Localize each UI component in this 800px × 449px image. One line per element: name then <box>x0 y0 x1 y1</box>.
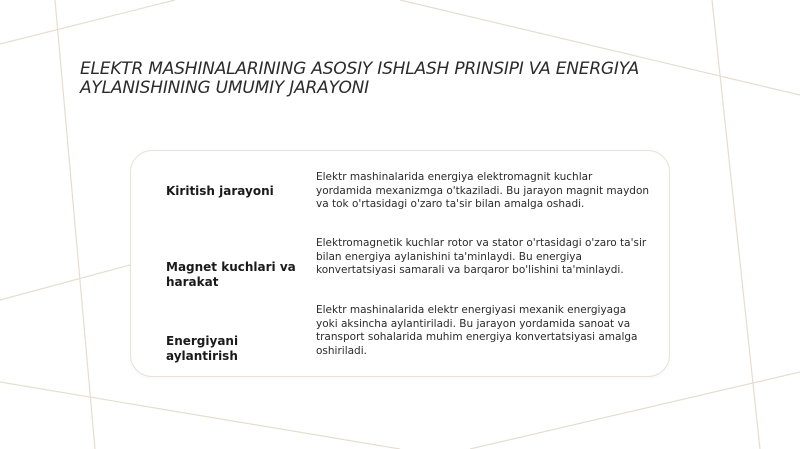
row-description-energy-conversion: Elektr mashinalarida elektr energiyasi mexanik energiyaga yoki aksincha aylantiriladi. Bu jarayon yordamida sanoat va transport sohalarida muhim energiya konvertatsiyasi amalga oshiriladi. <box>316 304 638 357</box>
decor-line <box>0 265 130 300</box>
decor-line <box>470 372 800 449</box>
slide-title: ELEKTR MASHINALARINING ASOSIY ISHLASH PRINSIPI VA ENERGIYA AYLANISHINING UMUMIY JARAYONI <box>80 59 640 98</box>
row-label-input-process: Kiritish jarayoni <box>166 184 274 198</box>
decor-line <box>0 382 400 449</box>
row-label-energy-conversion: Energiyani aylantirish <box>166 334 239 363</box>
row-label-magnetic-forces: Magnet kuchlari va harakat <box>166 260 296 289</box>
row-description-magnetic-forces: Elektromagnetik kuchlar rotor va stator o'rtasidagi o'zaro ta'sir bilan energiya aylanishini ta'minlaydi. Bu energiya konvertatsiyasi samarali va barqaror bo'lishini ta'minlaydi. <box>316 237 647 276</box>
decor-line <box>0 0 175 44</box>
row-description-input-process: Elektr mashinalarida energiya elektromagnit kuchlar yordamida mexanizmga o'tkaziladi. Bu jarayon magnit maydon va tok o'rtasidagi o'zaro ta'sir bilan amalga oshadi. <box>316 171 650 210</box>
